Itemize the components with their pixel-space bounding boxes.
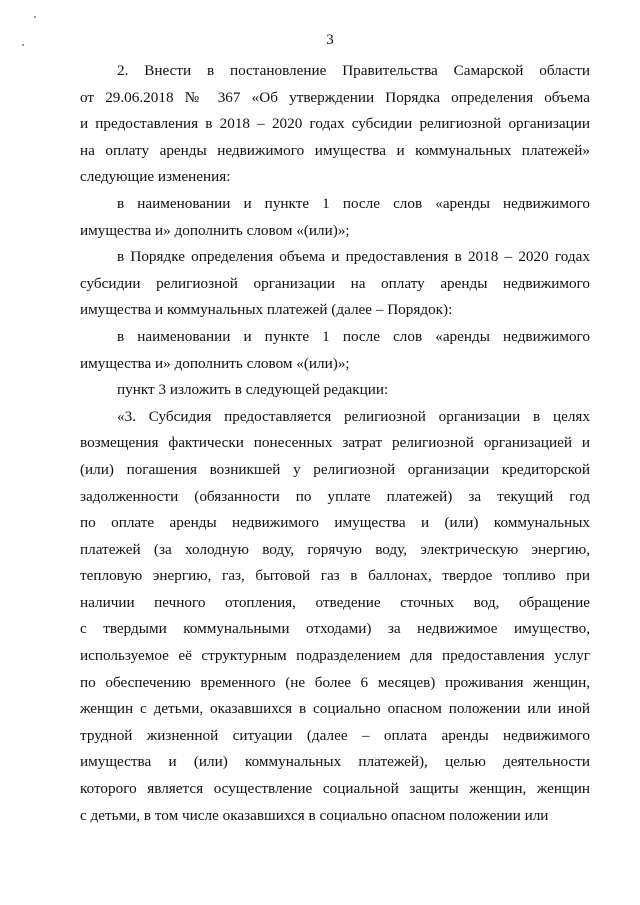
text-line: в Порядке определения объема и предоставления в 2018 – 2020 годах: [117, 248, 590, 266]
text-line: трудной жизненной ситуации (далее – оплата аренды недвижимого: [80, 726, 590, 744]
document-body: [80, 58, 590, 829]
text-line: 2. Внести в постановление Правительства Самарской области: [117, 62, 590, 79]
text-line: с твердыми коммунальными отходами) за недвижимое имущество,: [80, 620, 590, 638]
text-line: следующие изменения:: [80, 168, 231, 186]
paragraph: [80, 58, 590, 191]
page-number: 3: [326, 32, 334, 48]
text-line: в наименовании и пункте 1 после слов «аренды недвижимого: [117, 327, 590, 345]
text-line: (или) погашения возникшей у религиозной организации кредиторской: [80, 460, 590, 478]
paragraph: [80, 404, 590, 830]
text-line: в наименовании и пункте 1 после слов «аренды недвижимого: [117, 194, 590, 212]
text-line: с детьми, в том числе оказавшихся в социально опасном положении или: [80, 806, 549, 824]
text-line: задолженности (обязанности по уплате платежей) за текущий год: [80, 487, 590, 505]
text-line: используемое её структурным подразделением для предоставления услуг: [80, 647, 590, 665]
text-line: «3. Субсидия предоставляется религиозной организации в целях: [117, 407, 590, 425]
paragraph: [80, 191, 590, 244]
text-line: тепловую энергию, газ, бытовой газ в баллонах, твердое топливо при: [80, 567, 590, 585]
text-line: по обеспечению временного (не более 6 месяцев) проживания женщин,: [80, 673, 590, 691]
text-line: субсидии религиозной организации на оплату аренды недвижимого: [80, 274, 590, 292]
scan-speck: [34, 16, 36, 18]
text-line: пункт 3 изложить в следующей редакции:: [117, 381, 389, 399]
text-line: женщин с детьми, оказавшихся в социально опасном положении или иной: [80, 700, 590, 718]
text-line: имущества и» дополнить словом «(или)»;: [80, 221, 350, 239]
text-line: наличии печного отопления, отведение сточных вод, обращение: [80, 593, 590, 611]
paragraph: [80, 244, 590, 324]
text-line: имущества и коммунальных платежей (далее – Порядок):: [80, 301, 453, 319]
paragraph: [80, 324, 590, 377]
paragraph: [80, 377, 590, 404]
text-line: на оплату аренды недвижимого имущества и коммунальных платежей»: [80, 141, 590, 159]
text-line: от 29.06.2018 № 367 «Об утверждении Порядка определения объема: [80, 88, 590, 106]
text-line: и предоставления в 2018 – 2020 годах субсидии религиозной организации: [80, 115, 590, 133]
text-line: имущества и (или) коммунальных платежей), целью деятельности: [80, 753, 590, 771]
text-line: возмещения фактически понесенных затрат религиозной организацией и: [80, 434, 590, 452]
text-line: по оплате аренды недвижимого имущества и (или) коммунальных: [80, 514, 590, 532]
text-line: платежей (за холодную воду, горячую воду, электрическую энергию,: [80, 540, 590, 558]
text-line: имущества и» дополнить словом «(или)»;: [80, 354, 350, 372]
scan-speck: [22, 44, 24, 46]
text-line: которого является осуществление социальной защиты женщин, женщин: [80, 780, 590, 798]
